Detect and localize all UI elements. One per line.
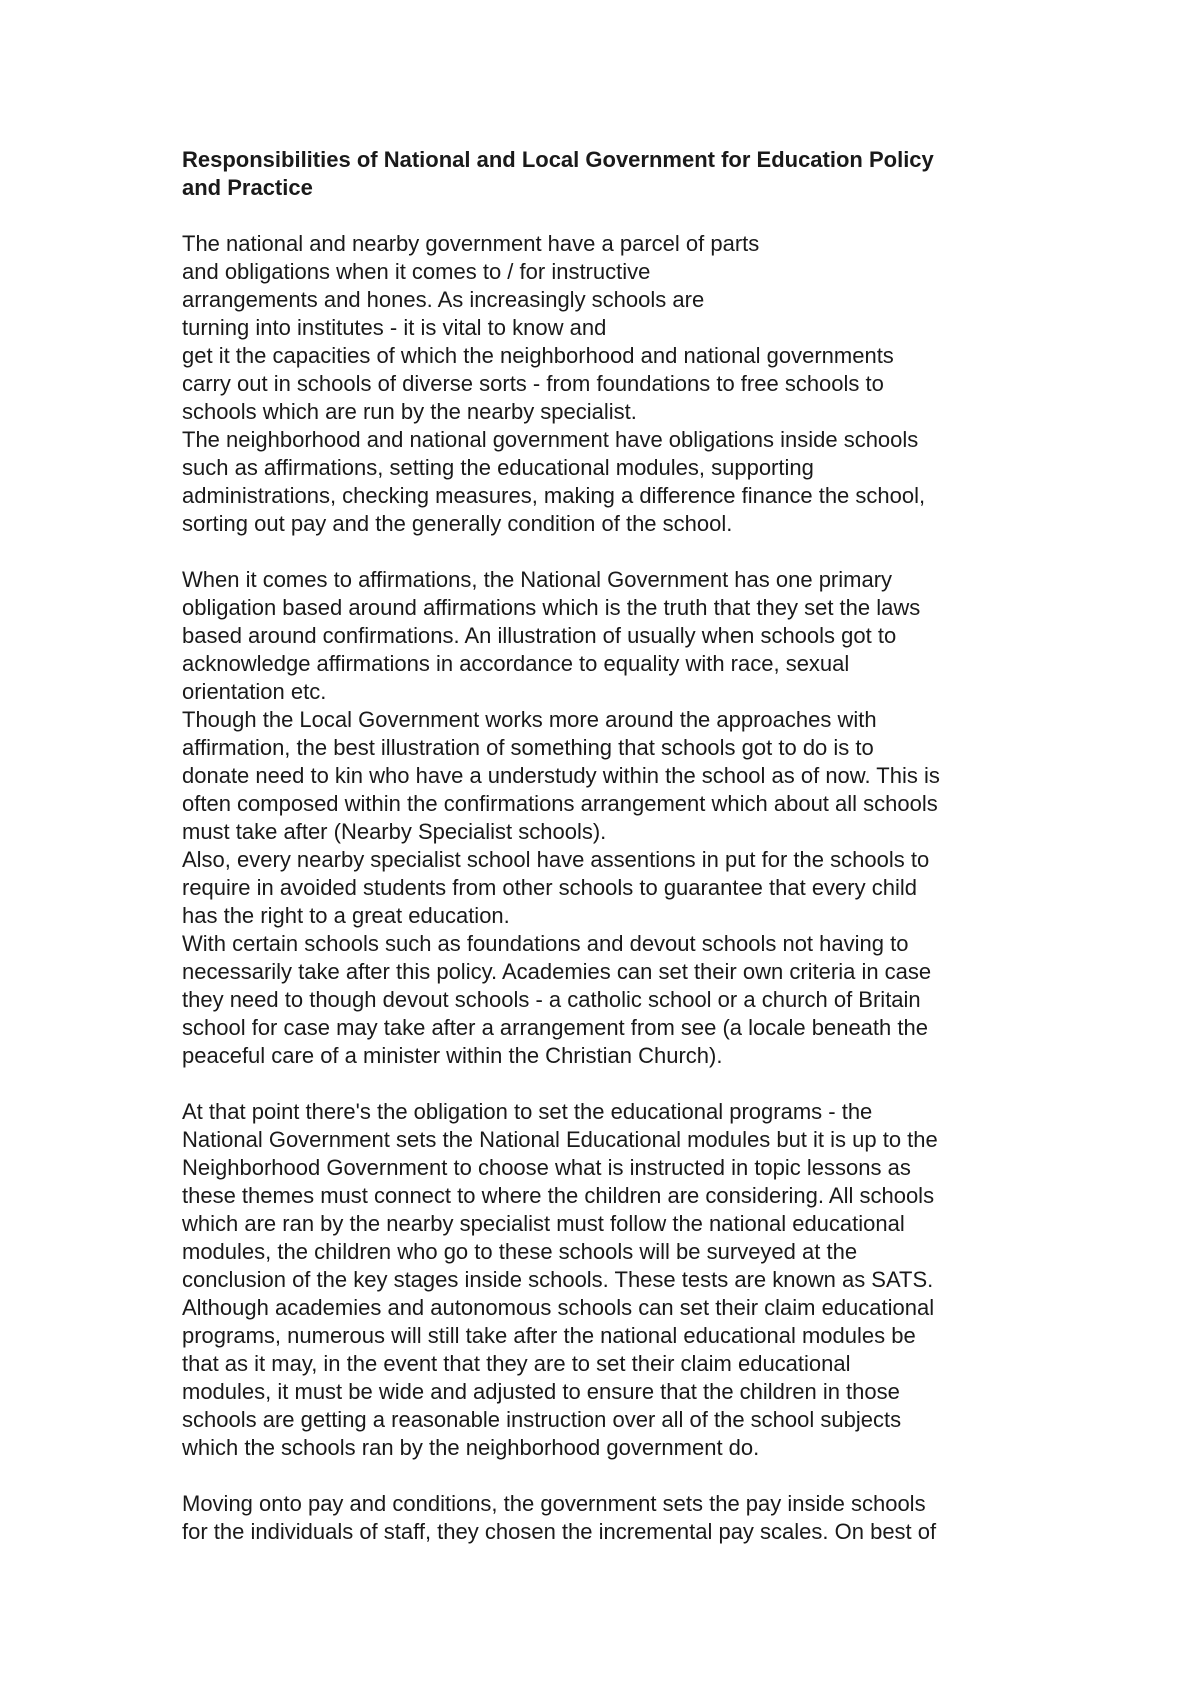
text-line: Although academies and autonomous schools can set their claim educational (182, 1295, 935, 1320)
document-body (182, 146, 1042, 1546)
text-line: they need to though devout schools - a catholic school or a church of Britain (182, 987, 921, 1012)
text-line: programs, numerous will still take after the national educational modules be (182, 1323, 916, 1348)
text-line: orientation etc. (182, 679, 327, 704)
text-line: which are ran by the nearby specialist must follow the national educational (182, 1211, 905, 1236)
text-line: Neighborhood Government to choose what is instructed in topic lessons as (182, 1155, 911, 1180)
title-line: and Practice (182, 175, 313, 200)
text-line: arrangements and hones. As increasingly schools are (182, 287, 705, 312)
text-line: modules, it must be wide and adjusted to ensure that the children in those (182, 1379, 900, 1404)
text-line: obligation based around affirmations which is the truth that they set the laws (182, 595, 921, 620)
text-line: carry out in schools of diverse sorts - from foundations to free schools to (182, 371, 884, 396)
text-line: get it the capacities of which the neighborhood and national governments (182, 343, 894, 368)
paragraph-list (182, 230, 1042, 1546)
text-line: and obligations when it comes to / for instructive (182, 259, 651, 284)
text-line: must take after (Nearby Specialist schools). (182, 819, 607, 844)
text-line: schools are getting a reasonable instruction over all of the school subjects (182, 1407, 902, 1432)
text-line: Moving onto pay and conditions, the government sets the pay inside schools (182, 1491, 926, 1516)
text-line: that as it may, in the event that they are to set their claim educational (182, 1351, 851, 1376)
text-line: schools which are run by the nearby specialist. (182, 399, 637, 424)
text-line: The national and nearby government have a parcel of parts (182, 231, 760, 256)
text-line: often composed within the confirmations arrangement which about all schools (182, 791, 938, 816)
text-line: The neighborhood and national government have obligations inside schools (182, 427, 919, 452)
text-line: donate need to kin who have a understudy within the school as of now. This is (182, 763, 940, 788)
text-line: At that point there's the obligation to set the educational programs - the (182, 1099, 873, 1124)
text-line: peaceful care of a minister within the Christian Church). (182, 1043, 723, 1068)
text-line: Also, every nearby specialist school have assentions in put for the schools to (182, 847, 930, 872)
text-line: modules, the children who go to these schools will be surveyed at the (182, 1239, 858, 1264)
text-line: affirmation, the best illustration of something that schools got to do is to (182, 735, 874, 760)
text-line: these themes must connect to where the children are considering. All schools (182, 1183, 935, 1208)
paragraph (182, 566, 1042, 1070)
text-line: based around confirmations. An illustration of usually when schools got to (182, 623, 897, 648)
text-line: turning into institutes - it is vital to know and (182, 315, 607, 340)
text-line: National Government sets the National Educational modules but it is up to the (182, 1127, 938, 1152)
text-line: administrations, checking measures, making a difference finance the school, (182, 483, 926, 508)
text-line: school for case may take after a arrangement from see (a locale beneath the (182, 1015, 928, 1040)
text-line: necessarily take after this policy. Academies can set their own criteria in case (182, 959, 932, 984)
text-line: for the individuals of staff, they chosen the incremental pay scales. On best of (182, 1519, 937, 1544)
document-title (182, 146, 1042, 202)
text-line: which the schools ran by the neighborhood government do. (182, 1435, 760, 1460)
text-line: When it comes to affirmations, the National Government has one primary (182, 567, 893, 592)
paragraph (182, 230, 1042, 538)
text-line: acknowledge affirmations in accordance to equality with race, sexual (182, 651, 850, 676)
text-line: With certain schools such as foundations and devout schools not having to (182, 931, 909, 956)
text-line: sorting out pay and the generally condition of the school. (182, 511, 733, 536)
text-line: require in avoided students from other schools to guarantee that every child (182, 875, 917, 900)
paragraph (182, 1490, 1042, 1546)
title-line: Responsibilities of National and Local Government for Education Policy (182, 147, 934, 172)
text-line: such as affirmations, setting the educational modules, supporting (182, 455, 814, 480)
text-line: conclusion of the key stages inside schools. These tests are known as SATS. (182, 1267, 934, 1292)
text-line: has the right to a great education. (182, 903, 510, 928)
paragraph (182, 1098, 1042, 1462)
text-line: Though the Local Government works more around the approaches with (182, 707, 877, 732)
